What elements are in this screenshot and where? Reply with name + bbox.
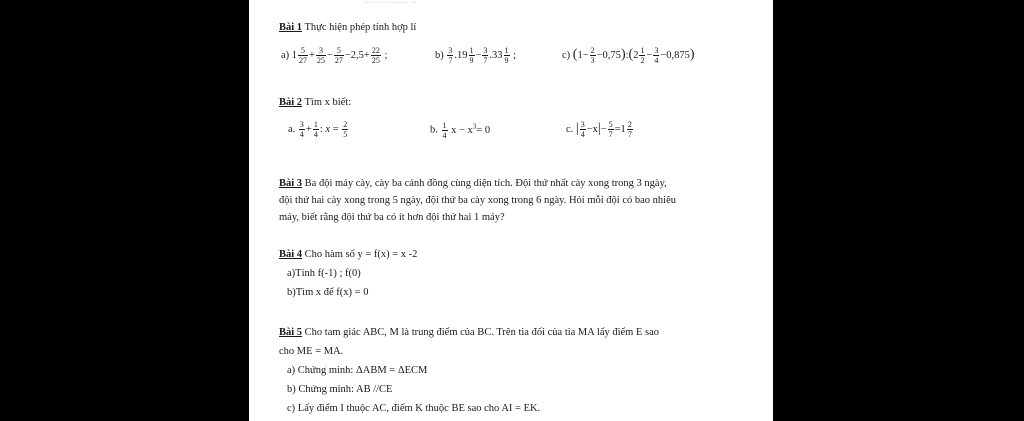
bai2-heading xyxy=(279,96,351,109)
bai1-c-label: c) xyxy=(562,49,571,61)
bai4-title: Bài 4 xyxy=(279,249,303,260)
bai5-b: b) Chứng minh: AB //CE xyxy=(287,384,393,395)
bai5-line2: cho ME = MA. xyxy=(279,346,344,357)
bai3-title: Bài 3 xyxy=(279,178,303,189)
bai1-a: a) 1 $\frac{5}{27}$ + $\frac{3}{25}$ − $\frac{5}{27}$ −2,5+ $\frac{22}{25}$ ; xyxy=(281,46,388,65)
bai1-b-expr: $\frac{3}{7}$ .19 $\frac{1}{9}$ − $\frac{3}{7}$ .33 $\frac{1}{9}$ xyxy=(448,46,509,65)
bai1-b-label: b) xyxy=(435,49,444,61)
bai2-c xyxy=(566,120,634,139)
bai4-heading xyxy=(279,248,417,261)
bai2-text: Tìm x biết: xyxy=(302,97,352,108)
header-fade: ...... ........... .. xyxy=(364,0,417,4)
bai5-text-1: Cho tam giác ABC, M là trung điểm của BC. Trên tia đối của tia MA lấy điểm E sao xyxy=(302,327,660,338)
bai1-c xyxy=(562,46,695,65)
bai1-a-label: a) xyxy=(281,49,290,61)
bai1-title: Bài 1 xyxy=(279,22,303,33)
bai4-a: a)Tính f(-1) ; f(0) xyxy=(287,268,361,279)
bai4-b: b)Tìm x để f(x) = 0 xyxy=(287,287,369,298)
bai2-a-expr: $\frac{3}{4}$ + $\frac{1}{4}$ : x = $\frac{2}{5}$ xyxy=(299,120,348,139)
bai2-c-expr: | $\frac{3}{4}$ −x|− $\frac{5}{7}$ =1 $\frac{2}{7}$ xyxy=(575,120,632,139)
bai3-line1 xyxy=(279,177,667,190)
bai5-a: a) Chứng minh: ΔABM = ΔECM xyxy=(287,365,428,376)
bai1-text: Thực hiện phép tính hợp lí xyxy=(302,22,417,33)
bai2-a-label: a. xyxy=(288,123,296,135)
bai1-heading xyxy=(279,21,416,34)
bai5-c: c) Lấy điểm I thuộc AC, điểm K thuộc BE sao cho AI = EK. xyxy=(287,403,541,414)
bai4-text: Cho hàm số y = f(x) = x -2 xyxy=(302,249,418,260)
bai1-a-expr: 1 $\frac{5}{27}$ + $\frac{3}{25}$ − $\frac{5}{27}$ −2,5+ $\frac{22}{25}$ xyxy=(291,46,380,65)
bai5-line1 xyxy=(279,326,659,339)
bai1-c-expr: (1− $\frac{2}{3}$ −0,75):(2 $\frac{1}{2}$ − $\frac{3}{4}$ −0,875) xyxy=(572,46,695,65)
bai3-text-1: Ba đội máy cày, cày ba cánh đồng cùng diện tích. Đội thứ nhất cày xong trong 3 ngày, xyxy=(302,178,667,189)
bai3-line3: máy, biết rằng đội thứ ba có ít hơn đội thứ hai 1 máy? xyxy=(279,212,505,223)
bai2-a xyxy=(288,120,349,139)
bai2-b xyxy=(430,120,490,140)
bai2-b-expr: $\frac{1}{4}$ $x - x^3= 0$ xyxy=(442,120,491,140)
bai2-title: Bài 2 xyxy=(279,97,303,108)
bai5-title: Bài 5 xyxy=(279,327,303,338)
bai2-b-label: b. xyxy=(430,124,438,136)
bai1-b: b) $\frac{3}{7}$ .19 $\frac{1}{9}$ − $\frac{3}{7}$ .33 $\frac{1}{9}$ ; xyxy=(435,46,517,65)
bai2-c-label: c. xyxy=(566,123,574,135)
bai3-line2: đội thứ hai cày xong trong 5 ngày, đội thứ ba cày xong trong 6 ngày. Hỏi mỗi đội có bao nhiêu xyxy=(279,195,676,206)
